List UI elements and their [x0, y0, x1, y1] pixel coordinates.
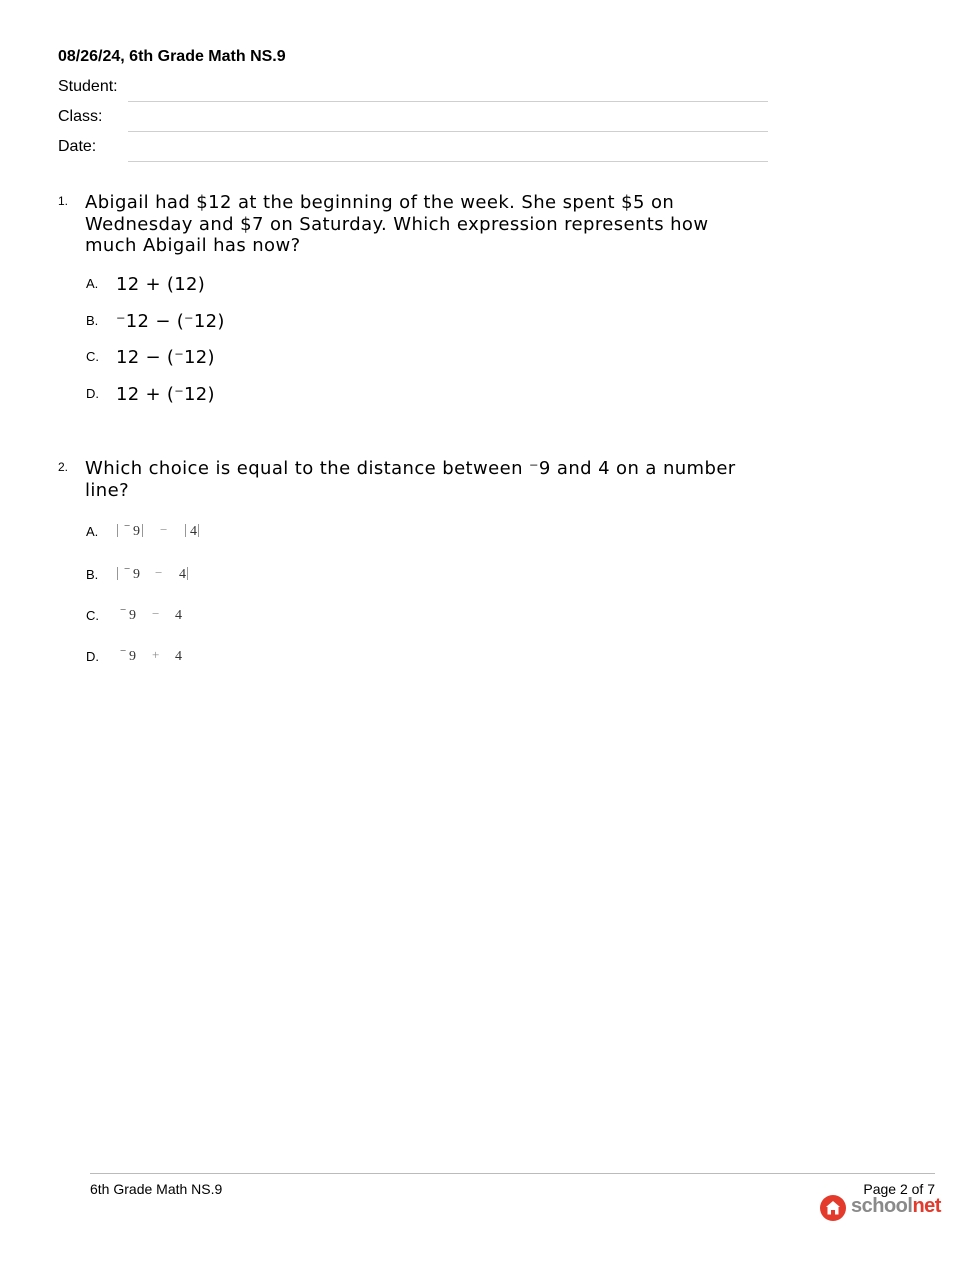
- question-text: Which choice is equal to the distance between ⁻9 and 4 on a number line?: [85, 458, 736, 501]
- choice-letter: A.: [86, 276, 99, 291]
- choice-letter: C.: [86, 349, 99, 364]
- operator: −: [152, 606, 160, 621]
- student-field: [58, 78, 768, 108]
- choice-a[interactable]: [86, 522, 286, 546]
- date-field: [58, 138, 768, 168]
- operand-a: 9: [133, 524, 140, 539]
- date-line: [128, 161, 768, 162]
- operator: +: [152, 647, 160, 662]
- house-icon: [820, 1195, 846, 1221]
- choice-text: 12 + (⁻12): [116, 384, 215, 405]
- schoolnet-logo: [820, 1195, 940, 1223]
- question-number: 1.: [58, 194, 69, 208]
- choice-text: ⁻12 − (⁻12): [116, 311, 225, 332]
- operand-b: 4: [175, 608, 182, 623]
- operator: −: [155, 565, 163, 580]
- question-2: [58, 458, 778, 678]
- operand-a: 9: [133, 567, 140, 582]
- abs-bar: |: [141, 522, 145, 538]
- negative-sign: −: [124, 520, 131, 532]
- footer-divider: [90, 1173, 935, 1174]
- question-number: 2.: [58, 460, 69, 474]
- logo-school-text: school: [851, 1195, 913, 1217]
- footer-title: 6th Grade Math NS.9: [90, 1181, 223, 1197]
- choice-text: 12 + (12): [116, 274, 206, 295]
- choice-c[interactable]: [86, 606, 286, 630]
- choice-letter: A.: [86, 524, 99, 539]
- choice-text: 12 − (⁻12): [116, 347, 215, 368]
- operand-b: 4: [175, 649, 182, 664]
- class-line: [128, 131, 768, 132]
- choice-d[interactable]: [86, 647, 286, 671]
- operand-a: 9: [129, 608, 136, 623]
- abs-bar: |: [184, 522, 188, 538]
- choice-letter: B.: [86, 313, 99, 328]
- choice-b[interactable]: [86, 565, 286, 589]
- question-text: Abigail had $12 at the beginning of the week. She spent $5 on Wednesday and $7 on Saturday. Which expression represents how much Abigail has now?: [85, 192, 709, 256]
- operand-b: 4: [179, 567, 186, 582]
- choice-letter: C.: [86, 608, 99, 623]
- negative-sign: −: [120, 604, 127, 616]
- operand-b: 4: [190, 524, 197, 539]
- negative-sign: −: [120, 645, 127, 657]
- logo-wordmark: [851, 1195, 941, 1218]
- logo-net-text: net: [912, 1195, 941, 1217]
- class-field: [58, 108, 768, 138]
- student-line: [128, 101, 768, 102]
- negative-sign: −: [124, 563, 131, 575]
- question-1: [58, 192, 778, 412]
- student-label: Student:: [58, 78, 118, 95]
- abs-bar: |: [116, 565, 120, 581]
- date-label: Date:: [58, 138, 97, 155]
- choice-letter: B.: [86, 567, 99, 582]
- abs-bar: |: [186, 565, 190, 581]
- operand-a: 9: [129, 649, 136, 664]
- page-title: 08/26/24, 6th Grade Math NS.9: [58, 48, 286, 65]
- choice-letter: D.: [86, 386, 99, 401]
- choice-letter: D.: [86, 649, 99, 664]
- class-label: Class:: [58, 108, 103, 125]
- page-number: Page 2 of 7: [863, 1181, 935, 1197]
- abs-bar: |: [197, 522, 201, 538]
- abs-bar: |: [116, 522, 120, 538]
- operator: −: [160, 522, 168, 537]
